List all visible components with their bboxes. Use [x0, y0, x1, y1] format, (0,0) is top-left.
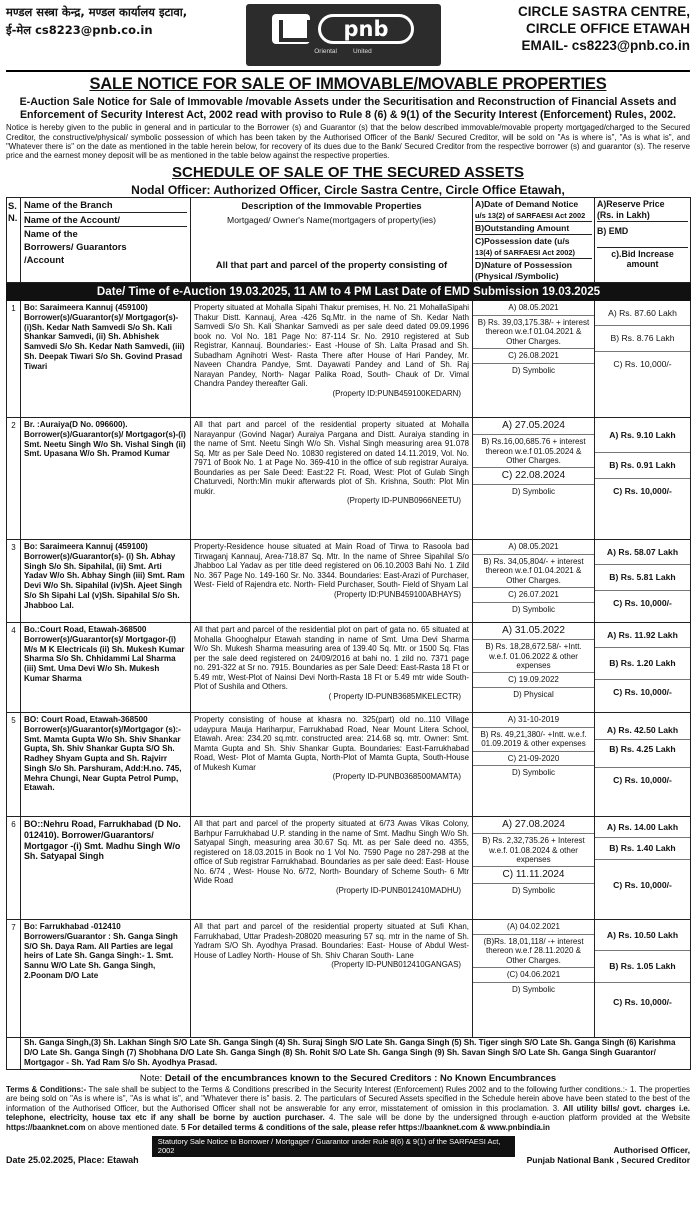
row-desc-text: All that part and parcel of the property situated at 6/73 Awas Vikas Colony, Barhpur Farrukhabad U.P. standing in the name of Smt. Madhu Singh W/o Sh. Satyapal Singh, measuring area 30.67 Sq. Mt. as per Sale deed no. 4355, registered on 18.03.2015 in Book no 1 Vol No. 7590 Page no 287-298 at the office of Sub registrar Farrukhabad. Boundaries as per sale deed: East- House No. 6/74 , West- House No. 6/72, North- Boundary of Scheme South- 6 Mtr Wide Road: [194, 819, 469, 886]
logo-sub-united: United: [352, 48, 372, 56]
row-desc-text: Property-Residence house situated at Main Road of Tirwa to Rasoola bad Tirwaganj Kannauj, Area-718.87 Sq. Mtr. In the name of Shree Sipahilal S/o Jhabboo Lal Yadav as per title deed registered on 06.10.2003 Bahi No. 1 Zild No. 367 Page No. 149-160 Sr. No. 3344. Boundaries: East-Arazi of Purchaser, West- Field of Rajendra etc. North- Field Purchaser, South- Field of Shyam Lal: [194, 542, 469, 590]
row-borrower: Bo: Saraimeera Kannuj (459100) Borrower(s)/Guarantor(s)/ Mortgagor(s)-(i)Sh. Kedar Nath Samvedi S/o Sh. Kali Shankar Samvedi, (ii) Sh. Abhishek Samvedi S/o Sh. Kedar Nath Samvedi, (iii) Sh. Deepak Tiwari S/o Sh. Govind Prasad Tiwari: [21, 301, 191, 418]
row-outstanding: B) Rs. 18,28,672.58/- +Intt. w.e.f. 01.06.2022 & other expenses: [473, 640, 594, 673]
row-outstanding: B) Rs. 49,21,380/- +Intt. w.e.f. 01.09.2019 & other expenses: [473, 728, 594, 752]
row-bid-increase: C) Rs. 10,000/-: [613, 686, 672, 697]
row-property-id: (Property ID-PUNB012410MADHU): [336, 885, 461, 895]
row-property-id: (Property ID:PUNB459100KEDARN): [332, 388, 461, 398]
row-emd: B) Rs. 1.40 Lakh: [595, 838, 690, 859]
assets-table: [6, 197, 691, 1070]
row-desc-text: All that part and parcel of the residential plot on part of gata no. 65 situated at Mohalla Ghooghalpur Etawah standing in name of Smt. Uma Devi Sharma W/o Sh. Mukesh Sharma measuring area of 139.40 Sq. Mtr. or 1500 Sq. Ftas per the sale deed registered on 24/09/2016 at bahi no. 1 zild no. 7371 page no. 291-322 at Sr no. 7915. Boundaries as per Sale Deed: East-Rasta 18 Ft or 5.49 mtr, West-Plot of Nainsi Devi North-Rasta 18 Ft or 5.49 mtr wide South-Plot of Sushila and Others.: [194, 625, 469, 692]
row-desc-text: All that part and parcel of the residential property situated at Mohalla Narayanpur (Govind Nagar) Auraiya Pargana and Distt. Auraiya standing in the name of Smt. Neetu Singh W/o Sh. Vishal Singh measuring area 91.078 Sq. Mtr as per Sale Deed No. 10830 registered on dated 14.11.2019, Vol. No. 7971 of Book No. 1 at Page No. 369-410 in the office of sub registrar Auraiya. Boundaries as per Sale Deed: East:22 Ft. Road, West: Plot of Gulab Singh Chaturvedi, North:Min mukir afterwards plot of Sh. Krishna, South: Plot Min mukir.: [194, 420, 469, 496]
english-address-line1: CIRCLE SASTRA CENTRE,: [517, 4, 690, 19]
row-bid-increase: C) Rs. 10,000/-: [613, 485, 672, 496]
header-desc-2: Mortgaged/ Owner's Name(mortgagers of property(ies): [227, 214, 436, 225]
notice-footer: [6, 1136, 690, 1166]
hindi-address-line2: ई-मेल cs8223@pnb.co.in: [6, 22, 153, 37]
row-property-id: (Property ID-PUNB0966NEETU): [346, 496, 461, 506]
terms-text-1: The sale shall be subject to the Terms & Conditions prescribed in the Security Interest (Enforcement) Rules 2002 and to the following further conditions.:- 1. The properties are being sold on "As is where is", "As is what is", and "Whatever there is" basis. 2. The particulars of Secured Assets specified in the Schedule herein above have been stated to the best of the information of the Authorised Officer, but the Authorised Officer shall not be answerable for any error, misstatement of omission in this proclamation. 3.: [6, 1084, 690, 1113]
auction-band-row: [7, 282, 691, 301]
header-desc-3: All that part and parcel of the property consisting of: [215, 258, 448, 270]
row-borrower: BO: Court Road, Etawah-368500 Borrower(s)/Guarantor(s)/Mortgagor (s):- Smt. Mamta Gupta W/o Sh. Shiv Shankar Gupta, Sh. Shiv Shankar Gupta S/O Sh. Radhey Shyam Gupta and Sh. Rajvirr Singh S/o Sh. Parshuram, Add:H.no. 745, Mehra Chungi, Near Gupta Petrol Pump, Etawah.: [21, 713, 191, 817]
header-reserve-a1: A)Reserve Price: [597, 199, 665, 210]
row-outstanding: (B)Rs. 18,01,118/ -+ interest thereon w.e.f 28.11.2020 & Other Charges.: [473, 935, 594, 968]
terms-text-2: 4. The sale will be done by the undersigned through e-auction platform provided at the Website: [328, 1113, 690, 1123]
row-demand-date: A) 08.05.2021: [473, 301, 594, 315]
row-reserve: [595, 920, 691, 1038]
row-description: [191, 418, 473, 540]
row-description: [191, 817, 473, 920]
hindi-address-line1: मण्डल सस्त्रा केन्द्र, मण्डल कार्यालय इटावा,: [6, 5, 188, 19]
header-desc-1: Description of the Immovable Properties: [241, 200, 422, 212]
row-property-id: (Property ID-PUNB0368500MAMTA): [332, 772, 461, 782]
logo-wordmark: pnb: [318, 14, 414, 44]
row7-legal-heirs: Sh. Ganga Singh,(3) Sh. Lakhan Singh S/O Late Sh. Ganga Singh (4) Sh. Suraj Singh S/O Late Sh. Ganga Singh (5) Sh. Tiger singh S/O Late Sh. Ganga Singh (6) Karishma D/O Late Sh. Ganga Singh (7) Shobhana D/O Late Sh. Ganga Singh (8) Sh. Rohit S/O Late Sh. Ganga Singh (9) Sh. Savan Singh S/O Late Sh. Ganga Singh Guarantor/ Mortgagor - Sh. Yad Ram S/o Sh. Ayodhya Prasad.: [21, 1038, 691, 1070]
row-demand-date: (A) 04.02.2021: [473, 920, 594, 934]
terms-website-link[interactable]: https://baanknet.com: [6, 1123, 86, 1133]
row-emd: B) Rs. 1.20 Lakh: [595, 648, 690, 679]
header-sn: [7, 198, 21, 282]
row-sn: 4: [7, 623, 21, 713]
row-emd: B) Rs. 8.76 Lakh: [595, 326, 690, 351]
row-possession-date: (C) 04.06.2021: [473, 968, 594, 982]
row-description: [191, 920, 473, 1038]
row-possession-date: C) 26.07.2021: [473, 588, 594, 602]
header-reserve-a: [597, 198, 688, 222]
intro-heading: E-Auction Sale Notice for Sale of Immovable /movable Assets under the Securitisation and Reconstruction of Financial Assets and Enforcement of Security Interest Act, 2002 read with proviso to Rule 8 (6) & 9(1) of the Security Interest (Enforcement) Rules, 2002.: [19, 96, 677, 122]
row-possession-type: D) Symbolic: [511, 768, 556, 778]
header-branch: [21, 198, 191, 282]
footer-authorised-officer: [515, 1145, 690, 1165]
row-reserve-price: A) Rs. 58.07 Lakh: [595, 540, 690, 565]
notice-title: SALE NOTICE FOR SALE OF IMMOVABLE/MOVABLE PROPERTIES: [89, 75, 607, 93]
row-sn: 3: [7, 540, 21, 623]
row7-heirs-row: [7, 1038, 691, 1070]
note-encumbrance: Detail of the encumbrances known to the Secured Creditors : No Known Encumbrances: [164, 1072, 557, 1084]
header-sn-1: S.: [8, 200, 17, 212]
encumbrance-note: [6, 1072, 690, 1083]
row-description: [191, 623, 473, 713]
row-possession-date: C) 26.08.2021: [473, 349, 594, 363]
note-prefix: Note:: [139, 1072, 163, 1084]
row-reserve: [595, 540, 691, 623]
row7-heirs-spacer: [7, 1038, 21, 1070]
row-property-id: (Property ID:PUNB459100ABHAYS): [333, 589, 461, 599]
pnb-logo: [246, 4, 441, 66]
english-address-line2: CIRCLE OFFICE ETAWAH: [526, 20, 690, 36]
row-sn: 5: [7, 713, 21, 817]
auction-date-band: Date/ Time of e-Auction 19.03.2025, 11 AM to 4 PM Last Date of EMD Submission 19.03.2025: [7, 282, 691, 301]
row-property-id: (Property ID-PUNB012410GANGAS): [331, 960, 461, 970]
english-address-email: EMAIL- cs8223@pnb.co.in: [521, 37, 690, 53]
row-borrower: BO::Nehru Road, Farrukhabad (D No. 012410). Borrower/Guarantors/ Mortgagor -(i) Smt. Madhu Singh W/o Sh. Satyapal Singh: [21, 817, 191, 920]
header-branch-4: Borrowers/ Guarantors: [24, 240, 127, 252]
header-dates-a1: A)Date of Demand Notice: [475, 199, 579, 210]
footer-statutory-band: Statutory Sale Notice to Borrower / Mortgager / Guarantor under Rule 8(6) & 9(1) of the SARFAESI Act, 2002: [152, 1136, 515, 1158]
table-row: [7, 713, 691, 817]
header-dates-a: [475, 198, 592, 222]
row-sn: 6: [7, 817, 21, 920]
row-dates: [473, 540, 595, 623]
header-branch-3: Name of the: [24, 227, 78, 239]
footer-auth-line2: Punjab National Bank , Secured Creditor: [526, 1155, 690, 1166]
row-reserve: [595, 301, 691, 418]
row-dates: [473, 623, 595, 713]
header-dates: [473, 198, 595, 282]
header-reserve-a2: (Rs. in Lakh): [597, 209, 650, 220]
row-emd: B) Rs. 5.81 Lakh: [595, 565, 690, 590]
row-possession-type: D) Symbolic: [511, 365, 556, 375]
row-sn: 1: [7, 301, 21, 418]
row-outstanding: B) Rs.16,00,685.76 + interest thereon w.e.f 01.05.2024 & Other Charges.: [473, 435, 594, 468]
row-possession-date: C) 19.09.2022: [473, 673, 594, 687]
row-demand-date: A) 27.08.2024: [473, 817, 594, 834]
footer-date-place: Date 25.02.2025, Place: Etawah: [6, 1154, 139, 1165]
row-emd: B) Rs. 0.91 Lakh: [595, 453, 690, 478]
row-bid-increase: C) Rs. 10,000/-: [613, 996, 672, 1007]
row-desc-text: All that part and parcel of the residential property situated at Sufi Khan, Farrukhabad, Uttar Pradesh-208020 measuring 57 sq. mtr in the name of Sh. Yadram S/O Sh. Ayodhya Prasad. Boundaries: East- House of Abdul West- House of Ladley North- House of Sh. Shiv Charan South- Lane: [194, 922, 469, 960]
schedule-title: SCHEDULE OF SALE OF THE SECURED ASSETS: [172, 163, 524, 181]
english-address: [470, 4, 690, 55]
row-possession-type: D) Symbolic: [511, 487, 556, 497]
table-row: [7, 301, 691, 418]
row-description: [191, 540, 473, 623]
header-dates-d: [475, 259, 592, 281]
terms-text-3: on above mentioned date.: [87, 1123, 179, 1133]
row-dates: [473, 920, 595, 1038]
row-emd: B) Rs. 1.05 Lakh: [595, 951, 690, 982]
row-property-id: ( Property ID-PUNB3685MKELECTR): [328, 691, 461, 701]
terms-label: Terms & Conditions:-: [6, 1084, 87, 1094]
table-row: [7, 920, 691, 1038]
header-branch-2: Name of the Account/: [24, 213, 187, 227]
header-dates-d2: (Physical /Symbolic): [475, 270, 559, 281]
hindi-address: [6, 4, 216, 40]
footer-auth-line1: Authorised Officer,: [613, 1145, 690, 1156]
row-demand-date: A) 27.05.2024: [473, 418, 594, 435]
header-reserve-b: B) EMD: [597, 222, 688, 247]
terms-detailed-link[interactable]: 5 For detailed terms & conditions of the sale, please refer https://baanknet.com & www.pnbindia.in: [181, 1123, 550, 1133]
header-branch-1: Name of the Branch: [24, 198, 187, 212]
row-possession-date: C) 22.08.2024: [473, 468, 594, 485]
row-possession-type: D) Symbolic: [511, 604, 556, 614]
row-dates: [473, 817, 595, 920]
row-demand-date: A) 08.05.2021: [473, 540, 594, 554]
row-bid-increase: C) Rs. 10,000/-: [613, 879, 672, 890]
row-desc-text: Property situated at Mohalla Sipahi Thakur premises, H. No. 21 MohallaSipahi Thakur Distt. Kannauj, Area -426 Sq.Mtr. in the name of Sh. Kedar Nath Samvedi S/o Sh. Kali Shankar Samvedi as per sale deed dated 09.09.1996 book no. Vol No. 181 Page No: 87-114 Sr. No. 2910 registered at Sub Registrar, Kannauj. Boundaries:- East -House of Sh. Lalta Prasad and Sh. Subadham Agnihotri West- Rasta There after House of Hari Pandey, Mr. Naveen Chandra Pandye, Smt. Dayawati Pandey and Land of Sh. Raj Narayan Pandey, North- Nagar Palika Road, South- Chauk of Dr. Vimal Chandra Pandey thereafter Gali.: [194, 303, 469, 389]
row-reserve: [595, 817, 691, 920]
row-reserve: [595, 418, 691, 540]
row-outstanding: B) Rs. 2,32,735.26 + Interest w.e.f. 01.08.2024 & other expenses: [473, 834, 594, 867]
header-reserve-c: [597, 248, 688, 271]
row-possession-type: D) Symbolic: [511, 984, 556, 994]
row-bid-increase: C) Rs. 10,000/-: [613, 774, 672, 785]
row-borrower: Bo.:Court Road, Etawah-368500 Borrower(s)/Guarantor(s)/ Mortgagor-(i) M/s M K Electricals (ii) Sh. Mukesh Kumar Sharma S/o Sh. Chhidammi Lal Sharma (iii) Smt. Uma Devi W/o Sh. Mukesh Kumar Sharma: [21, 623, 191, 713]
row-possession-date: C) 21-09-2020: [473, 752, 594, 766]
row-reserve-price: A) Rs. 42.50 Lakh: [595, 713, 690, 740]
row-possession-type: D) Symbolic: [511, 886, 556, 896]
row-sn: 2: [7, 418, 21, 540]
terms-and-conditions: [6, 1085, 690, 1133]
header-dates-a2: u/s 13(2) of SARFAESI Act 2002: [475, 210, 586, 220]
terms-utility-bills: All utility bills/ govt. charges i.e. telephone, electricity, house tax etc if any shall be borne by auction purchaser.: [6, 1103, 690, 1123]
pnb-emblem-icon: [272, 14, 310, 44]
row-dates: [473, 418, 595, 540]
row-description: [191, 713, 473, 817]
row-dates: [473, 301, 595, 418]
row-dates: [473, 713, 595, 817]
row-outstanding: B) Rs. 39,03,175.38/- + interest thereon w.e.f 01.04.2021 & Other Charges.: [473, 316, 594, 349]
row-possession-type: D) Physical: [513, 689, 554, 699]
row-description: [191, 301, 473, 418]
row-reserve-price: A) Rs. 14.00 Lakh: [595, 817, 690, 838]
row-reserve-price: A) Rs. 10.50 Lakh: [595, 920, 690, 951]
row-demand-date: A) 31.05.2022: [473, 623, 594, 640]
header-dates-c2: 13(4) of SARFAESI Act 2002): [475, 247, 575, 257]
header-reserve: [595, 198, 691, 282]
header-reserve-c1: c).Bid Increase: [611, 248, 674, 259]
row-reserve-price: A) Rs. 11.92 Lakh: [595, 623, 690, 648]
nodal-officer: Nodal Officer: Authorized Officer, Circle Sastra Centre, Circle Office Etawah,: [131, 183, 565, 198]
table-row: [7, 817, 691, 920]
row-bid-increase: C) Rs. 10,000/-: [613, 597, 672, 608]
logo-sub-oriental: Oriental: [314, 48, 337, 56]
row-demand-date: A) 31-10-2019: [473, 713, 594, 727]
row-outstanding: B) Rs. 34,05,804/- + interest thereon w.e.f 01.04.2021 & Other Charges.: [473, 555, 594, 588]
table-row: [7, 418, 691, 540]
header-dates-c1: C)Possession date (u/s: [475, 236, 570, 247]
header-dates-d1: D)Nature of Possession: [475, 260, 572, 271]
header-reserve-c2: amount: [626, 258, 659, 269]
header-description: [191, 198, 473, 282]
row-reserve-price: A) Rs. 87.60 Lakh: [595, 301, 690, 326]
table-row: [7, 540, 691, 623]
row-borrower: Br. :Auraiya(D No. 096600). Borrower(s)/Guarantor(s)/ Mortgagor(s)-(i) Smt. Neetu Singh W/o Sh. Vishal Singh (ii) Smt. Upasana W/o Sh. Pramod Kumar: [21, 418, 191, 540]
notice-header: [6, 4, 690, 72]
row-reserve-price: A) Rs. 9.10 Lakh: [595, 418, 690, 453]
row-desc-text: Property consisting of house at khasra no. 325(part) old no..110 Village udaypura Mauja Hariharpur, Farrukhabad Road, Near Mount Litera School, Etawah. Area: 234.20 sq.mtr. constructed area: 214.68 sq. mtr. Owner: Smt. Mamta Gupta and Sh. Shiv Shankar Gupta. Boundaries: East-Farrukhabad Road, West- Plot of Mamta Gupta, North-Plot of Mamta Gupta, South-House of Mukesh Kumar: [194, 715, 469, 772]
row-emd: B) Rs. 4.25 Lakh: [595, 740, 690, 767]
header-branch-5: /Account: [24, 253, 65, 265]
row-borrower: Bo: Saraimeera Kannuj (459100) Borrower(s)/Guarantor(s)- (i) Sh. Abhay Singh S/o Sh. Sipahilal, (ii) Smt. Arti Yadav W/o Sh. Abhay Singh (iii) Smt. Ram Devi W/o Sh. Sipahilal (iv)Sh. Ajeet Singh S/o Sh Sipahi Lal (v)Sh. Sipahilal S/o Sh. Jhabboo Lal.: [21, 540, 191, 623]
table-header-row: [7, 198, 691, 282]
header-dates-c: [475, 235, 592, 259]
row-possession-date: C) 11.11.2024: [473, 867, 594, 884]
row-sn: 7: [7, 920, 21, 1038]
row-reserve: [595, 713, 691, 817]
row-bid-increase: C) Rs. 10,000/-: [613, 358, 672, 369]
table-row: [7, 623, 691, 713]
header-dates-b: B)Outstanding Amount: [475, 222, 592, 235]
row-reserve: [595, 623, 691, 713]
header-sn-2: N.: [8, 211, 18, 223]
intro-text: Notice is hereby given to the public in general and in particular to the Borrower (s) and Guarantor (s) that the below described immovable/movable property mortgaged/charged to the Secured Creditor, the constructive/physical/ symbolic possession of which has been taken by the Authorised Officer of the Bank/ Secured Creditor, will be sold on "As is where is", "As is what is", and "Whatever there is" on the date as mentioned in the table herein below, for recovery of its dues due to the Bank/ Secured Creditor from the respective borrower (s) and guarantor (s). The reserve price and the earnest money deposit will be as mentioned in the table below against the respective properties.: [6, 123, 690, 161]
row-borrower: Bo: Farrukhabad -012410 Borrowers/Guarantor : Sh. Ganga Singh S/O Sh. Daya Ram. All Parties are legal heirs of Late Sh. Ganga Singh:- 1. Smt. Sannu W/O Late Sh. Ganga Singh, 2.Poonam D/O Late: [21, 920, 191, 1038]
